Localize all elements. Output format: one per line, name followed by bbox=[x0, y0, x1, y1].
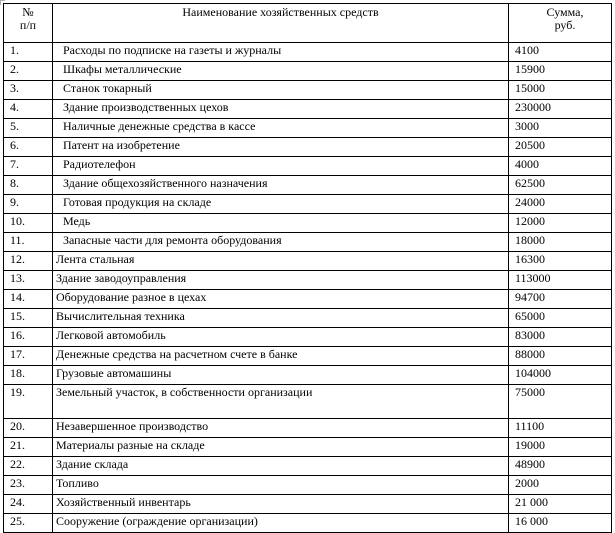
header-name: Наименование хозяйственных средств bbox=[53, 4, 509, 43]
row-asset-name: Запасные части для ремонта оборудования bbox=[53, 233, 509, 252]
row-sum: 16 000 bbox=[509, 514, 612, 533]
row-asset-name: Незавершенное производство bbox=[53, 419, 509, 438]
row-asset-name: Станок токарный bbox=[53, 81, 509, 100]
table-row bbox=[4, 62, 612, 81]
table-row bbox=[4, 81, 612, 100]
row-number: 21. bbox=[4, 438, 53, 457]
row-asset-name: Медь bbox=[53, 214, 509, 233]
row-number: 18. bbox=[4, 366, 53, 385]
row-sum: 19000 bbox=[509, 438, 612, 457]
row-asset-name: Здание заводоуправления bbox=[53, 271, 509, 290]
row-asset-name: Здание склада bbox=[53, 457, 509, 476]
row-sum: 24000 bbox=[509, 195, 612, 214]
row-sum: 113000 bbox=[509, 271, 612, 290]
row-asset-name: Патент на изобретение bbox=[53, 138, 509, 157]
header-number-line2: п/п bbox=[19, 18, 37, 32]
row-sum: 88000 bbox=[509, 347, 612, 366]
header-number bbox=[4, 4, 53, 43]
row-sum: 230000 bbox=[509, 100, 612, 119]
row-sum: 21 000 bbox=[509, 495, 612, 514]
table-row bbox=[4, 290, 612, 309]
row-asset-name: Готовая продукция на складе bbox=[53, 195, 509, 214]
table-row bbox=[4, 495, 612, 514]
table-row bbox=[4, 252, 612, 271]
table-row bbox=[4, 514, 612, 533]
row-sum: 4000 bbox=[509, 157, 612, 176]
row-number: 8. bbox=[4, 176, 53, 195]
row-number: 15. bbox=[4, 309, 53, 328]
row-asset-name: Шкафы металлические bbox=[53, 62, 509, 81]
row-sum: 12000 bbox=[509, 214, 612, 233]
row-number: 23. bbox=[4, 476, 53, 495]
table-row bbox=[4, 195, 612, 214]
row-number: 2. bbox=[4, 62, 53, 81]
row-asset-name: Лента стальная bbox=[53, 252, 509, 271]
row-sum: 2000 bbox=[509, 476, 612, 495]
row-asset-name: Здание производственных цехов bbox=[53, 100, 509, 119]
row-sum: 65000 bbox=[509, 309, 612, 328]
row-number: 4. bbox=[4, 100, 53, 119]
header-sum bbox=[509, 4, 612, 43]
table-row bbox=[4, 157, 612, 176]
table-row bbox=[4, 347, 612, 366]
table-row bbox=[4, 385, 612, 419]
table-header-row bbox=[4, 4, 612, 43]
row-number: 14. bbox=[4, 290, 53, 309]
row-number: 20. bbox=[4, 419, 53, 438]
row-asset-name: Сооружение (ограждение организации) bbox=[53, 514, 509, 533]
row-sum: 11100 bbox=[509, 419, 612, 438]
row-number: 12. bbox=[4, 252, 53, 271]
table-row bbox=[4, 100, 612, 119]
table-row bbox=[4, 366, 612, 385]
table-row bbox=[4, 457, 612, 476]
row-asset-name: Денежные средства на расчетном счете в банке bbox=[53, 347, 509, 366]
row-asset-name: Расходы по подписке на газеты и журналы bbox=[53, 43, 509, 62]
row-sum: 48900 bbox=[509, 457, 612, 476]
row-sum: 104000 bbox=[509, 366, 612, 385]
row-number: 16. bbox=[4, 328, 53, 347]
table-row bbox=[4, 214, 612, 233]
row-number: 22. bbox=[4, 457, 53, 476]
table-row bbox=[4, 271, 612, 290]
row-asset-name: Материалы разные на складе bbox=[53, 438, 509, 457]
row-asset-name: Вычислительная техника bbox=[53, 309, 509, 328]
header-sum-line1: Сумма, bbox=[546, 5, 584, 19]
table-row bbox=[4, 309, 612, 328]
row-sum: 3000 bbox=[509, 119, 612, 138]
row-sum: 4100 bbox=[509, 43, 612, 62]
header-sum-line2: руб. bbox=[554, 18, 576, 32]
table-row bbox=[4, 176, 612, 195]
table-row bbox=[4, 328, 612, 347]
table-row bbox=[4, 43, 612, 62]
row-asset-name: Здание общехозяйственного назначения bbox=[53, 176, 509, 195]
row-number: 25. bbox=[4, 514, 53, 533]
row-sum: 18000 bbox=[509, 233, 612, 252]
row-number: 5. bbox=[4, 119, 53, 138]
row-number: 11. bbox=[4, 233, 53, 252]
table-row bbox=[4, 476, 612, 495]
row-sum: 15900 bbox=[509, 62, 612, 81]
header-number-line1: № bbox=[22, 5, 34, 19]
row-number: 7. bbox=[4, 157, 53, 176]
table-row bbox=[4, 138, 612, 157]
row-number: 1. bbox=[4, 43, 53, 62]
row-asset-name: Оборудование разное в цехах bbox=[53, 290, 509, 309]
row-asset-name: Грузовые автомашины bbox=[53, 366, 509, 385]
row-sum: 62500 bbox=[509, 176, 612, 195]
row-number: 17. bbox=[4, 347, 53, 366]
row-asset-name: Земельный участок, в собственности организации bbox=[53, 385, 509, 419]
row-number: 13. bbox=[4, 271, 53, 290]
row-asset-name: Наличные денежные средства в кассе bbox=[53, 119, 509, 138]
row-asset-name: Радиотелефон bbox=[53, 157, 509, 176]
table-row bbox=[4, 438, 612, 457]
row-number: 9. bbox=[4, 195, 53, 214]
table-row bbox=[4, 419, 612, 438]
assets-table bbox=[3, 3, 612, 533]
table-row bbox=[4, 119, 612, 138]
row-asset-name: Легковой автомобиль bbox=[53, 328, 509, 347]
row-sum: 75000 bbox=[509, 385, 612, 419]
row-number: 24. bbox=[4, 495, 53, 514]
row-sum: 20500 bbox=[509, 138, 612, 157]
row-asset-name: Хозяйственный инвентарь bbox=[53, 495, 509, 514]
row-sum: 15000 bbox=[509, 81, 612, 100]
row-sum: 94700 bbox=[509, 290, 612, 309]
row-sum: 83000 bbox=[509, 328, 612, 347]
row-number: 3. bbox=[4, 81, 53, 100]
row-number: 10. bbox=[4, 214, 53, 233]
row-number: 19. bbox=[4, 385, 53, 419]
table-body bbox=[4, 43, 612, 533]
row-asset-name: Топливо bbox=[53, 476, 509, 495]
row-sum: 16300 bbox=[509, 252, 612, 271]
table-row bbox=[4, 233, 612, 252]
row-number: 6. bbox=[4, 138, 53, 157]
